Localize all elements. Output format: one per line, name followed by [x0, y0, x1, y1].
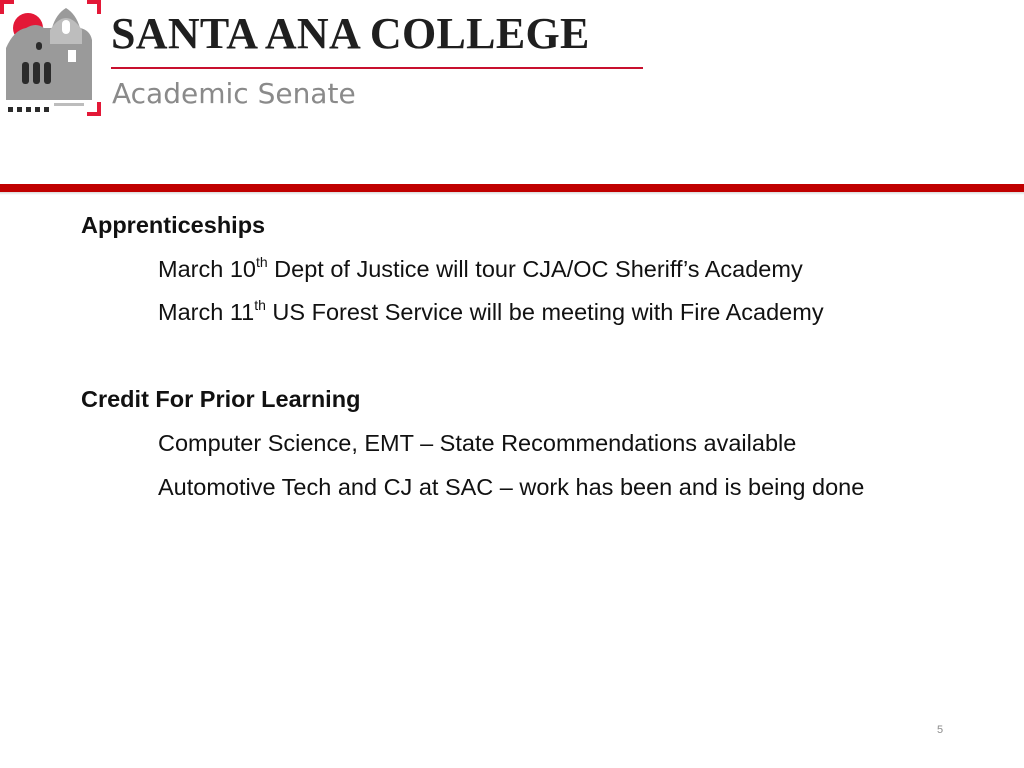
list-item — [81, 291, 1001, 335]
list-item — [81, 248, 1001, 292]
academic-senate-subtitle: Academic Senate — [112, 77, 356, 110]
item-text: US Forest Service will be meeting with Fire Academy — [265, 299, 824, 326]
item-text: Dept of Justice will tour CJA/OC Sheriff’s Academy — [267, 255, 803, 282]
page-number: 5 — [936, 724, 944, 736]
header-banner-bar — [0, 184, 1024, 192]
mission-building-icon — [0, 0, 104, 120]
slide-content — [81, 204, 1001, 509]
header-banner-shadow — [0, 192, 1024, 195]
title-divider — [111, 67, 643, 69]
item-date: March 10 — [158, 255, 256, 282]
section-heading-apprenticeships: Apprenticeships — [81, 212, 266, 238]
section-spacer — [81, 335, 1001, 379]
item-date: March 11 — [158, 299, 255, 326]
ordinal-suffix: th — [255, 253, 268, 270]
college-name: SANTA ANA COLLEGE — [111, 9, 590, 58]
list-item: Automotive Tech and CJ at SAC – work has been and is being done — [158, 473, 865, 500]
list-item: Computer Science, EMT – State Recommendations available — [158, 429, 797, 456]
college-logo — [0, 0, 104, 120]
ordinal-suffix: th — [254, 297, 266, 314]
section-heading-credit-for-prior-learning: Credit For Prior Learning — [81, 386, 361, 413]
